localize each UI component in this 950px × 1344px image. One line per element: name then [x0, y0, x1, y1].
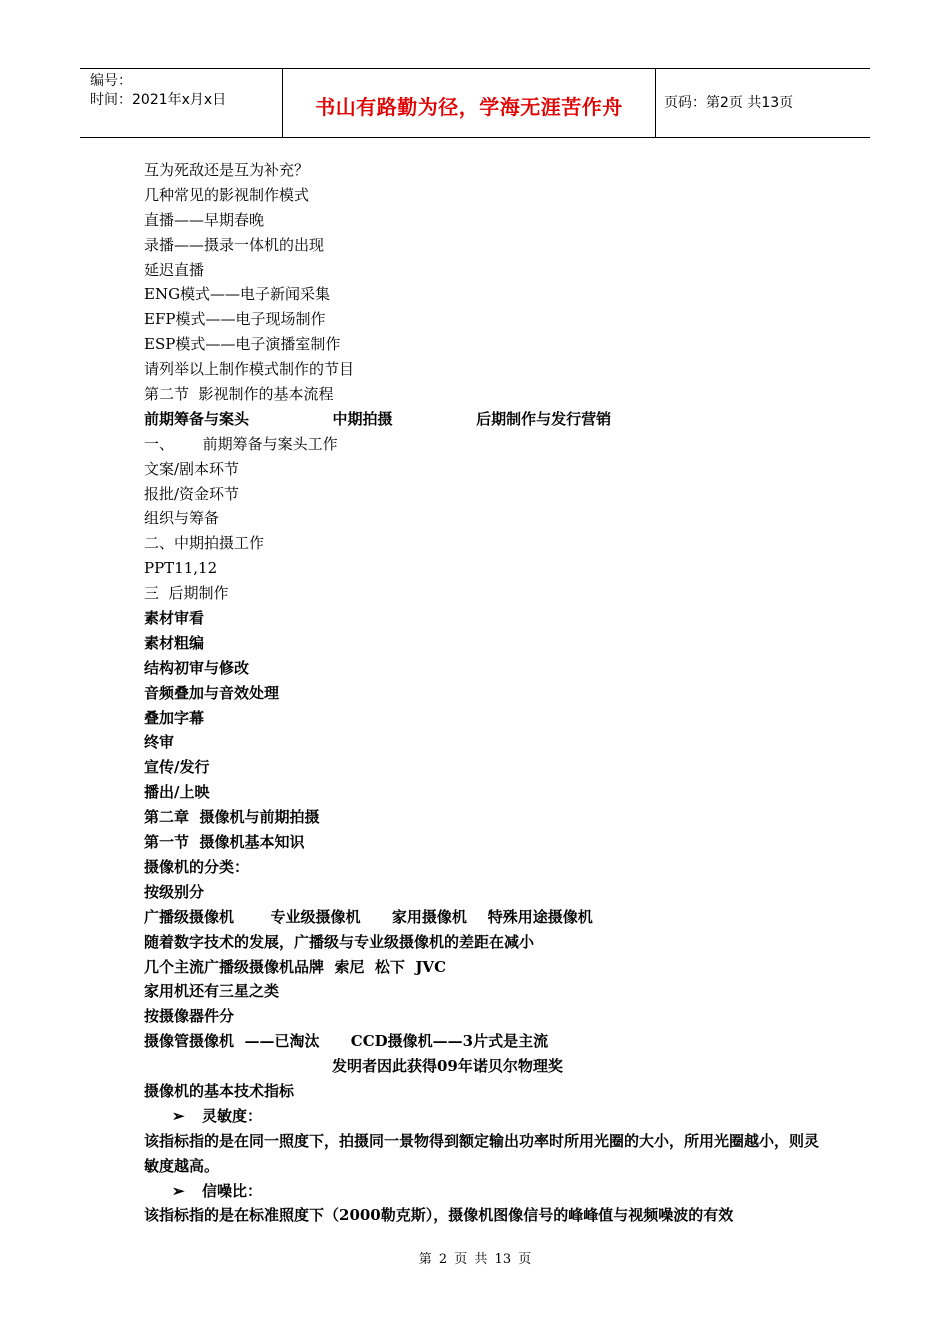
- document-header: [80, 68, 870, 138]
- text-line: 素材审看: [144, 609, 205, 628]
- text-line: 直播——早期春晚: [144, 210, 265, 229]
- text-line: 摄像管摄像机 ——已淘汰 CCD摄像机——3片式是主流: [144, 1032, 549, 1051]
- text-line: 报批/资金环节: [144, 484, 240, 503]
- text-line: 互为死敌还是互为补充？: [144, 161, 310, 179]
- header-meta-cell: [80, 69, 283, 137]
- number-label: 编号：: [90, 73, 132, 89]
- header-page-cell: [656, 69, 870, 137]
- text-line: 结构初审与修改: [144, 658, 250, 677]
- arrow-bullet-icon: ➢: [172, 1106, 185, 1125]
- text-line: 文案/剧本环节: [144, 459, 240, 478]
- workflow-stages: 前期筹备与案头 中期拍摄 后期制作与发行营销: [144, 409, 612, 428]
- text-line: 组织与筹备: [144, 509, 220, 528]
- text-line: 三 后期制作: [144, 584, 229, 603]
- bullet-item: [144, 1179, 824, 1204]
- bullet-item: [144, 1104, 824, 1129]
- motto: 书山有路勤为径，学海无涯苦作舟: [315, 95, 623, 119]
- text-line: 请列举以上制作模式制作的节目: [144, 360, 355, 379]
- text-line: ESP模式——电子演播室制作: [144, 335, 341, 354]
- section-heading: 第一节 摄像机基本知识: [144, 833, 305, 852]
- text-line: 几种常见的影视制作模式: [144, 185, 310, 204]
- text-line: 摄像机的基本技术指标: [144, 1081, 295, 1100]
- page-footer: 第 2 页 共 13 页: [418, 1252, 532, 1267]
- text-line: PPT11,12: [144, 559, 218, 578]
- page-info: 页码：第2页 共13页: [664, 95, 794, 111]
- text-line: 叠加字幕: [144, 708, 205, 727]
- text-line: 广播级摄像机 专业级摄像机 家用摄像机 特殊用途摄像机: [144, 907, 593, 926]
- header-motto-cell: [283, 69, 656, 137]
- text-line: 播出/上映: [144, 783, 210, 802]
- text-line: 该指标指的是在标准照度下（2000勒克斯），摄像机图像信号的峰峰值与视频噪波的有效: [144, 1206, 734, 1225]
- text-line: 发明者因此获得09年诺贝尔物理奖: [144, 1057, 563, 1076]
- text-line: 几个主流广播级摄像机品牌 索尼 松下 JVC: [144, 957, 447, 976]
- text-line: 摄像机的分类：: [144, 857, 250, 876]
- text-line: 家用机还有三星之类: [144, 982, 280, 1001]
- paragraph: 该指标指的是在同一照度下，拍摄同一景物得到额定输出功率时所用光圈的大小，所用光圈越小，则灵敏度越高。: [144, 1131, 820, 1175]
- text-line: 音频叠加与音效处理: [144, 683, 280, 702]
- text-line: 延迟直播: [144, 260, 205, 279]
- document-body: [144, 158, 824, 1228]
- text-line: 一、 前期筹备与案头工作: [144, 434, 338, 453]
- text-line: 终审: [144, 733, 175, 752]
- text-line: 素材粗编: [144, 633, 205, 652]
- chapter-heading: 第二章 摄像机与前期拍摄: [144, 808, 320, 827]
- section-heading: 第二节 影视制作的基本流程: [144, 385, 334, 404]
- arrow-bullet-icon: ➢: [172, 1181, 185, 1200]
- text-line: ENG模式——电子新闻采集: [144, 285, 331, 304]
- bullet-label: 灵敏度：: [202, 1106, 263, 1125]
- text-line: 随着数字技术的发展，广播级与专业级摄像机的差距在减小: [144, 932, 535, 951]
- text-line: 二、中期拍摄工作: [144, 534, 265, 553]
- text-line: 录播——摄录一体机的出现: [144, 235, 325, 254]
- bullet-label: 信噪比：: [202, 1181, 263, 1200]
- time-label: 时间：2021年x月x日: [90, 92, 227, 108]
- text-line: 宣传/发行: [144, 758, 210, 777]
- text-line: EFP模式——电子现场制作: [144, 310, 326, 329]
- text-line: 按级别分: [144, 882, 205, 901]
- text-line: 按摄像器件分: [144, 1007, 235, 1026]
